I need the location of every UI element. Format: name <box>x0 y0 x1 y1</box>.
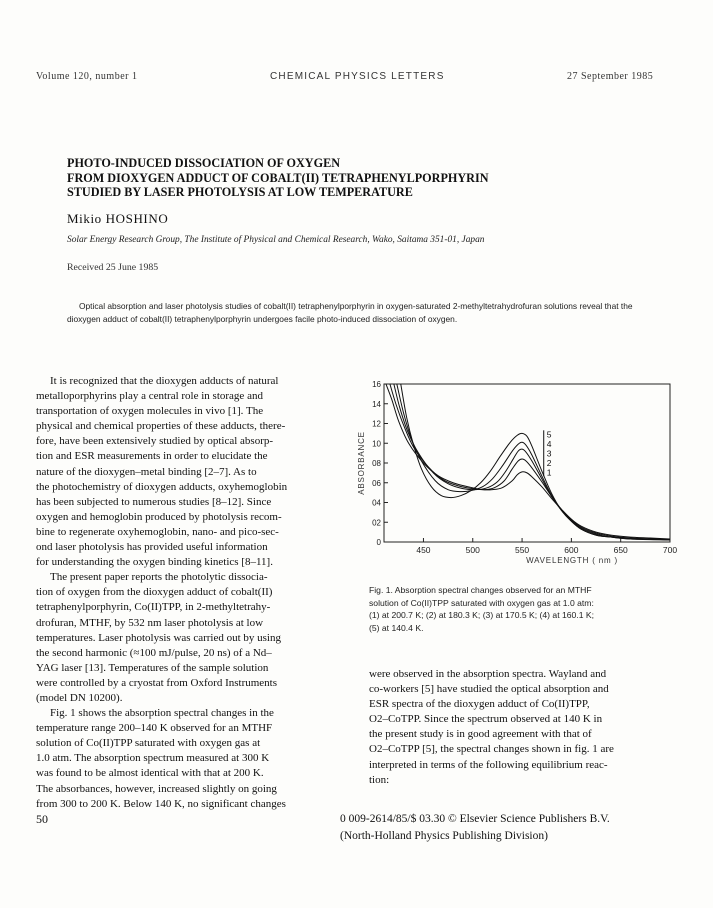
text-line: tion of oxygen from the dioxygen adduct of cobalt(II) <box>36 586 273 599</box>
x-tick-label: 550 <box>514 545 530 555</box>
text-line: bine to regenerate oxyhemoglobin, nano- and pico-sec- <box>36 525 279 538</box>
article-title <box>67 156 627 200</box>
absorption-spectrum-chart <box>352 376 692 576</box>
y-tick-label: 16 <box>372 380 381 389</box>
title-line: STUDIED BY LASER PHOTOLYSIS AT LOW TEMPERATURE <box>67 185 413 199</box>
text-line: physical and chemical properties of these adducts, there- <box>36 420 286 433</box>
x-tick-label: 600 <box>564 545 579 555</box>
text-line: fore, have been extensively studied by optical absorp- <box>36 435 274 448</box>
x-tick-label: 700 <box>662 545 678 555</box>
publisher-info <box>340 811 610 845</box>
volume-header: Volume 120, number 1 <box>36 71 138 82</box>
right-column-text <box>369 667 614 788</box>
text-line: for understanding the oxygen binding kinetics [8–11]. <box>36 556 273 569</box>
text-line: tetraphenylporphyrin, Co(II)TPP, in 2-methyltetrahy- <box>36 601 271 614</box>
caption-line: Fig. 1. Absorption spectral changes observed for an MTHF <box>369 585 592 595</box>
text-line: metalloporphyrins play a central role in storage and <box>36 390 263 403</box>
text-line: temperature range 200–140 K observed for an MTHF <box>36 722 273 735</box>
date-header: 27 September 1985 <box>567 71 654 82</box>
text-line: YAG laser [13]. Temperatures of the sample solution <box>36 661 269 674</box>
figure-caption <box>369 584 594 634</box>
series-label-5: 5 <box>546 429 552 440</box>
x-tick-label: 500 <box>465 545 480 555</box>
plot-frame <box>384 384 670 542</box>
y-tick-label: 0 <box>376 538 381 547</box>
abstract: Optical absorption and laser photolysis studies of cobalt(II) tetraphenylporphyrin in oxygen-saturated 2-methyltetrahydrofuran solutions reveal that the dioxygen adduct of cobalt(II) tetraphenylporphyrin undergoes facile photo-induced dissociation of oxygen. <box>67 301 633 324</box>
y-tick-label: 10 <box>372 439 381 449</box>
series-label-2: 2 <box>546 457 552 468</box>
y-tick-label: 06 <box>372 478 381 488</box>
text-line: ESR spectra of the dioxygen adduct of Co(II)TPP, <box>369 698 590 711</box>
text-line: co-workers [5] have studied the optical absorption and <box>369 683 609 696</box>
series-label-3: 3 <box>546 448 552 459</box>
series-line-4 <box>397 384 670 540</box>
text-line: was found to be almost identical with that at 200 K. <box>36 767 264 780</box>
received-date: Received 25 June 1985 <box>67 262 159 273</box>
text-line: tion: <box>369 773 390 786</box>
text-line: has been subjected to numerous studies [8–12]. Since <box>36 495 272 508</box>
left-column-text <box>36 374 287 812</box>
y-tick-label: 02 <box>372 518 381 528</box>
publisher-line: 0 009-2614/85/$ 03.30 © Elsevier Science Publishers B.V. <box>340 813 610 825</box>
x-tick-label: 650 <box>613 545 628 555</box>
text-line: (model DN 10200). <box>36 691 123 704</box>
text-line: solution of Co(II)TPP saturated with oxygen gas at <box>36 737 261 750</box>
caption-line: (1) at 200.7 K; (2) at 180.3 K; (3) at 170.5 K; (4) at 160.1 K; <box>369 610 594 620</box>
text-line: transportation of oxygen molecules in vivo [1]. The <box>36 405 264 418</box>
caption-line: solution of Co(II)TPP saturated with oxygen gas at 1.0 atm: <box>369 597 594 608</box>
text-line: The present paper reports the photolytic dissocia- <box>50 571 268 584</box>
affiliation: Solar Energy Research Group, The Institute of Physical and Chemical Research, Wako, Saitama 351-01, Japan <box>67 235 485 245</box>
series-line-1 <box>386 384 670 539</box>
y-tick-label: 08 <box>372 459 381 468</box>
journal-header: CHEMICAL PHYSICS LETTERS <box>270 71 445 82</box>
x-tick-label: 450 <box>416 545 431 555</box>
text-line: nature of the dioxygen–metal binding [2–7]. As to <box>36 465 257 478</box>
title-line: PHOTO-INDUCED DISSOCIATION OF OXYGEN <box>67 156 341 170</box>
publisher-line: (North-Holland Physics Publishing Division) <box>340 830 548 842</box>
text-line: ond laser photolysis has provided useful information <box>36 541 268 554</box>
text-line: were observed in the absorption spectra. Wayland and <box>369 668 607 680</box>
text-line: drofuran, MTHF, by 532 nm laser photolysis at low <box>36 616 264 629</box>
author: Mikio HOSHINO <box>67 211 169 226</box>
text-line: O2–CoTPP [5], the spectral changes shown in fig. 1 are <box>369 743 614 756</box>
x-axis-label: WAVELENGTH ( nm ) <box>526 556 618 565</box>
text-line: tion and ESR measurements in order to elucidate the <box>36 450 268 463</box>
text-line: O2–CoTPP. Since the spectrum observed at 140 K in <box>369 713 603 726</box>
text-line: were controlled by a cryostat from Oxford Instruments <box>36 676 278 689</box>
y-axis-label: ABSORBANCE <box>357 431 366 495</box>
series-label-4: 4 <box>546 438 552 449</box>
title-line: FROM DIOXYGEN ADDUCT OF COBALT(II) TETRAPHENYLPORPHYRIN <box>67 170 489 185</box>
y-tick-label: 12 <box>372 419 381 429</box>
series-line-3 <box>394 384 670 540</box>
series-line-2 <box>390 384 670 539</box>
text-line: The absorbances, however, increased slightly on going <box>36 782 277 795</box>
text-line: the second harmonic (≈100 mJ/pulse, 20 ns) of a Nd– <box>36 646 272 659</box>
series-label-1: 1 <box>546 467 552 478</box>
caption-line: (5) at 140.4 K. <box>369 622 424 633</box>
text-line: the photochemistry of dioxygen adducts, oxyhemoglobin <box>36 480 288 493</box>
y-tick-label: 04 <box>372 498 381 508</box>
text-line: 1.0 atm. The absorption spectrum measured at 300 K <box>36 752 270 765</box>
text-line: from 300 to 200 K. Below 140 K, no significant changes <box>36 797 286 810</box>
text-line: the present study is in good agreement with that of <box>369 728 592 741</box>
text-line: It is recognized that the dioxygen adducts of natural <box>50 375 279 387</box>
text-line: Fig. 1 shows the absorption spectral changes in the <box>50 707 274 720</box>
text-line: temperatures. Laser photolysis was carried out by using <box>36 631 281 644</box>
text-line: oxygen and hemoglobin produced by photolysis recom- <box>36 510 282 523</box>
y-tick-label: 14 <box>372 399 381 409</box>
page-number: 50 <box>36 812 48 826</box>
text-line: interpreted in terms of the following equilibrium reac- <box>369 758 608 771</box>
